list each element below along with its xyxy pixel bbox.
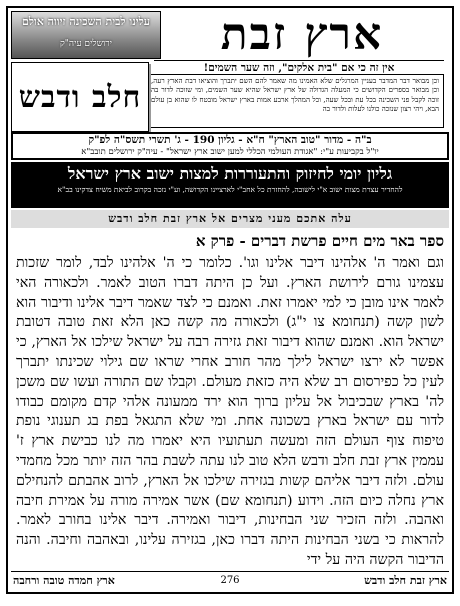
- intro-paragraph: וכן מבואר דבר המדבר בעניין המרגלים שלא האמינו מה שאמר להם השם יתברך והוציאו דבת הארץ רעה, וכן מבואר בספרים הקדושים כי המעלה הגדולה של ארץ ישראל שהיא שער השמים, ומי שזוכה לדור בה זוכה לקבל פני השכינה בכל עת ובכל שעה, וכל המהלך ארבע אמות בארץ ישראל מובטח לו שהוא בן עולם הבא, ויהי רצון שנזכה כולנו לעלות ולדור בה: [146, 74, 444, 128]
- masthead: [8, 8, 452, 178]
- issue-line: ב"ה - מדור "טוב הארץ" ח"א - גליון 190 - ג' תשרי תשס"ה לפ"ק: [88, 134, 372, 146]
- article-body: וגם ואמר ה' אלהינו דיבר אלינו וגו'. כלומר כי ה' אלהינו לבד, לומר שזכות עצמינו גורם לירושת הארץ. ועל כן היתה דברו הטוב לאמר. ולכאורה האי לאמר אינו מובן כי למי יאמרו זאת. ואמנם כי לצד שאמר דיבר אלינו ודיבור הוא לשון קשה (תנחומא צו י"ג) ולכאורה מה קשה כאן הלא זאת טובה דטובת ישראל הוא. ואמנם שהוא דיבור זאת גזירה רבה על ישראל שילכו אל הארץ, כי אפשר לא ירצו ישראל לילך מהר חורב אחרי שראו שם גילוי שכינתו יתברך לעין כל כפירסום רב שלא היה כזאת מעולם. וקבלו שם התורה ועשו שם משכן לה' בארץ שבכיבול אל עליון ברוך הוא ירד ממעונה אלהי קדם מקומם כבודו לדור עם ישראל בארץ בשכונה אחת. ומי שלא התגאל בפת בג תענוגי נופת טיפוח צוף העולם הזה ומעשה תעתועיו היא יאמרו מה לנו כבישת ארץ ז' עממין ארץ זבת חלב ודבש הלא טוב לנו עתה לשבת בהר הזה יותר מכל מחמדי עולם. ולזה דיבר אליהם קשות בגזירה שילכו אל הארץ, לרוב אהבתם להנחילם ארץ נחלה כיום הזה. וידוע (תנחומא שם) אשר אמירה מורה על אמירת חיבה ואהבה. ולזה הזכיר שני הבחינות, דיבור ואמירה. דיבר אלינו בחורב לאמר. להראות כי בשני הבחינות היתה דברו כאן, בגזירה עלינו, ובאהבה וחיבה. והנה הדיבור הקשה היה על ידי: [16, 255, 444, 568]
- page-footer: [11, 571, 449, 590]
- newsletter-page: [6, 6, 454, 594]
- photo-caption-bottom: ירושלים עיה"ק: [59, 39, 113, 49]
- issue-info-bar: [11, 132, 449, 160]
- banner-subline: להחדיר עצרת מצות ישוב א"י לישובה, להחזרת כל אחב"י לארציינו הקדושה, וע"י נזכה בקרוב לביאת משיח צדקינו בב"א: [57, 185, 403, 194]
- brand-logo: חלב ודבש: [11, 62, 149, 132]
- masthead-title: ארץ זבת: [220, 9, 384, 60]
- photo-caption-top: עלינו לבית השכינה זיווה אולם: [21, 15, 151, 28]
- page-number: 276: [220, 575, 240, 586]
- banner-headline: גליון יומי לחיזוק והתעוררות למצות ישוב ארץ ישראל: [67, 164, 393, 183]
- headline-banner: [11, 162, 449, 208]
- footer-left-text: ארץ חמדה טובה ורחבה: [13, 574, 115, 587]
- article-section-title: ספר באר מים חיים פרשת דברים - פרק א: [195, 232, 444, 250]
- publisher-line: יו"ל בקביעות ע"י: "אגודת העולמי הכללי למען ישוב ארץ ישראל" - עיה"ק ירושלים תובב"א: [81, 147, 379, 157]
- jerusalem-photo: [11, 11, 161, 59]
- masthead-slogan: אין זה כי אם "בית אלקים", וזה שער השמים!: [154, 60, 444, 74]
- footer-right-text: ארץ זבת חלב ודבש: [364, 574, 447, 587]
- verse-strip: עלה אתכם מעני מצרים אל ארץ זבת חלב ודבש: [11, 210, 449, 228]
